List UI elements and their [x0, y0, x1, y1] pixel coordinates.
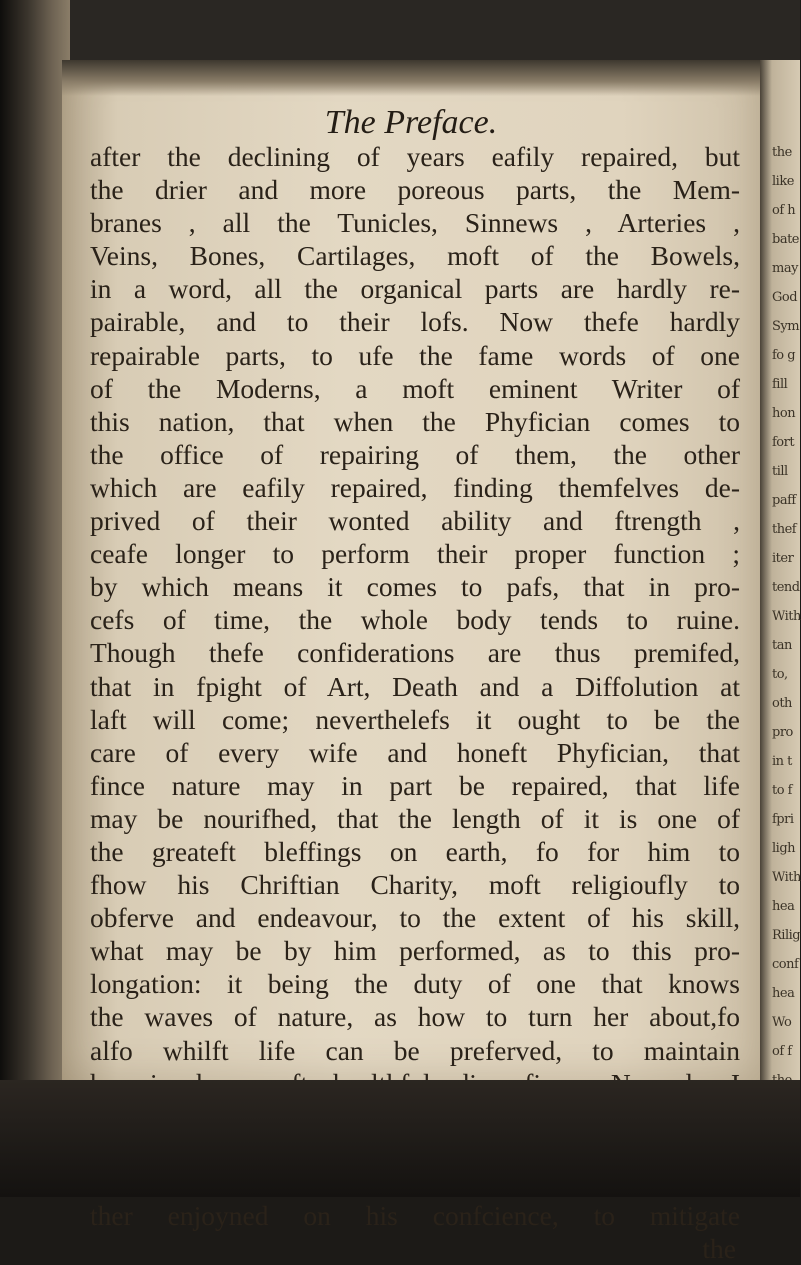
text-line: obferve and endeavour, to the extent of his skill,: [90, 902, 740, 934]
next-page-fragment: hea: [772, 899, 795, 914]
next-page-fragment: God: [772, 290, 798, 305]
next-page-fragment: of h: [772, 203, 796, 218]
next-page-edge: [760, 60, 800, 1080]
next-page-fragment: tan: [772, 638, 792, 653]
text-line: by which means it comes to pafs, that in pro-: [90, 571, 740, 603]
next-page-fragment: conf: [772, 957, 799, 972]
text-line: pairable, and to their lofs. Now thefe hardly: [90, 306, 740, 338]
text-line: laft will come; neverthelefs it ought to be the: [90, 703, 740, 735]
next-page-fragment: With: [772, 870, 801, 885]
next-page-fragment: tend: [772, 580, 800, 595]
text-line: Though thefe confiderations are thus premifed,: [90, 637, 740, 669]
next-page-fragment: Wo: [772, 1015, 792, 1030]
text-line: care of every wife and honeft Phyfician, that: [90, 736, 740, 768]
next-page-fragment: fo g: [772, 348, 796, 363]
text-line: this nation, that when the Phyfician comes to: [90, 405, 740, 437]
next-page-fragment: fill: [772, 377, 788, 392]
text-line: cefs of time, the whole body tends to ruine.: [90, 604, 740, 636]
text-line: after the declining of years eafily repaired, but: [90, 141, 740, 172]
text-line: prived of their wonted ability and ftrength ,: [90, 505, 740, 537]
text-line: fince nature may in part be repaired, that life: [90, 769, 740, 801]
text-line: the waves of nature, as how to turn her about,fo: [90, 1001, 740, 1033]
next-page-fragment: iter: [772, 551, 794, 566]
text-line: which are eafily repaired, finding themfelves de-: [90, 471, 740, 503]
text-line: Veins, Bones, Cartilages, moft of the Bowels,: [90, 240, 740, 272]
text-line: repairable parts, to ufe the fame words of one: [90, 339, 740, 371]
next-page-fragment: pro: [772, 725, 793, 740]
next-page-fragment: in t: [772, 754, 792, 769]
text-line: may be nourifhed, that the length of it is one of: [90, 802, 740, 834]
next-page-fragment: hon: [772, 406, 796, 421]
book-binding-edge: [0, 0, 70, 1197]
running-header: The Preface.: [324, 104, 498, 141]
text-line: the greateft bleffings on earth, fo for him to: [90, 835, 740, 867]
next-page-fragment: till: [772, 464, 788, 479]
next-page-fragment: Rilig: [772, 928, 801, 943]
text-line: of the Moderns, a moft eminent Writer of: [90, 372, 740, 404]
text-line: longation: it being the duty of one that knows: [90, 968, 740, 1000]
next-page-fragment: fpri: [772, 812, 794, 827]
next-page-fragment: oth: [772, 696, 792, 711]
next-page-fragment: to f: [772, 783, 792, 798]
next-page-fragment: of f: [772, 1044, 792, 1059]
text-line: the office of repairing of them, the other: [90, 438, 740, 470]
next-page-fragment: may: [772, 261, 798, 276]
text-line: branes , all the Tunicles, Sinnews , Arteries ,: [90, 207, 740, 239]
text-line: ther enjoyned on his confcience, to mitigate: [90, 1200, 740, 1231]
book-page: [62, 60, 760, 1265]
next-page-fragment: paff: [772, 493, 796, 508]
text-line: what may be by him performed, as to this pro-: [90, 935, 740, 967]
catchword: the: [702, 1233, 736, 1265]
next-page-fragment: to,: [772, 667, 788, 682]
next-page-fragment: the: [772, 145, 792, 160]
text-line: that in fpight of Art, Death and a Diffolution at: [90, 670, 740, 702]
scan-background-bottom: [0, 1080, 800, 1197]
next-page-fragment: thef: [772, 522, 797, 537]
text-line: fhow his Chriftian Charity, moft religioufly to: [90, 869, 740, 901]
next-page-fragment: bate: [772, 232, 799, 247]
next-page-fragment: fort: [772, 435, 795, 450]
text-line: alfo whilft life can be preferved, to maintain: [90, 1034, 740, 1066]
page-top-shadow: [62, 60, 760, 96]
next-page-fragment: Sym: [772, 319, 800, 334]
next-page-fragment: hea: [772, 986, 795, 1001]
text-line: ceafe longer to perform their proper function ;: [90, 538, 740, 570]
next-page-fragment: ligh: [772, 841, 796, 856]
next-page-fragment: With: [772, 609, 801, 624]
text-line: in a word, all the organical parts are hardly re-: [90, 273, 740, 305]
next-page-fragment: like: [772, 174, 794, 189]
text-line: the drier and more poreous parts, the Mem-: [90, 174, 740, 206]
